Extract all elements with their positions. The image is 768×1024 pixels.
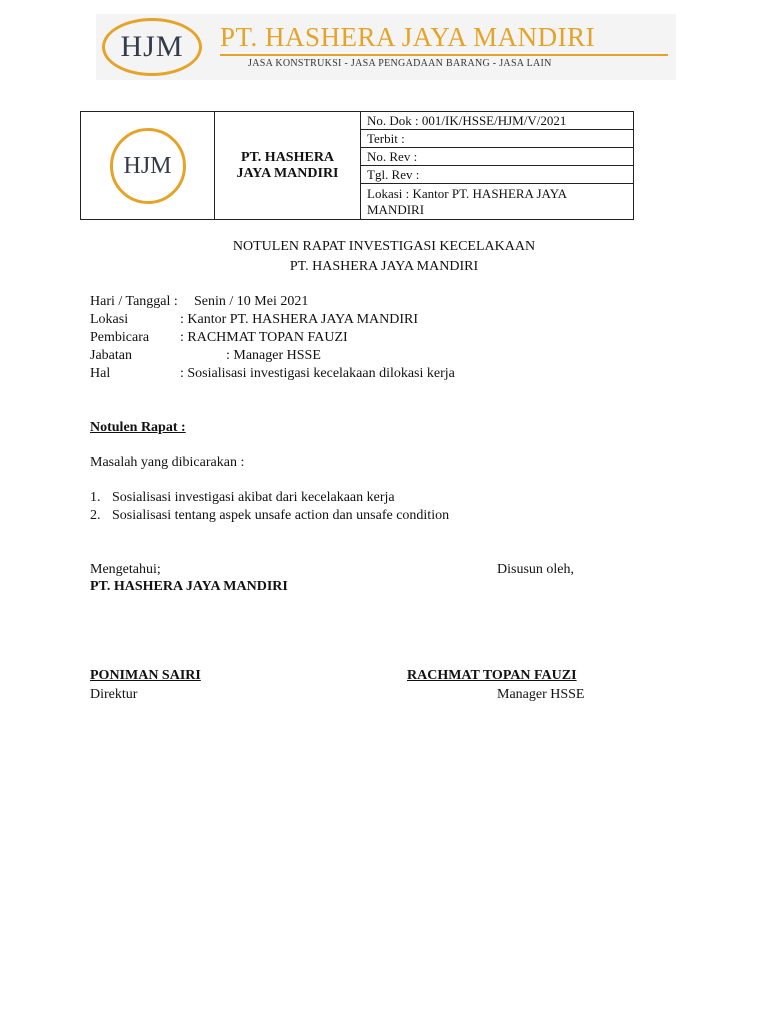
notulen-heading: Notulen Rapat : [90,420,186,435]
signature-left-name: PONIMAN SAIRI [90,668,201,683]
lokasi-cell [361,184,634,220]
lokasi-label: Lokasi [90,312,129,327]
no-dok-cell: No. Dok : 001/IK/HSSE/HJM/V/2021 [361,112,634,130]
signature-right-caption: Disusun oleh, [497,562,574,577]
signature-left-company: PT. HASHERA JAYA MANDIRI [90,579,288,594]
notulen-intro: Masalah yang dibicarakan : [90,455,245,470]
terbit-cell: Terbit : [361,130,634,148]
tgl-rev-cell: Tgl. Rev : [361,166,634,184]
hjm-logo: HJM [102,18,202,76]
list-item-text: Sosialisasi investigasi akibat dari kecelakaan kerja [112,490,395,505]
signature-left-role: Direktur [90,687,138,702]
document-control-table [80,111,634,220]
document-title: NOTULEN RAPAT INVESTIGASI KECELAKAAN [232,239,536,254]
lokasi-line1: Lokasi : Kantor PT. HASHERA JAYA [367,186,568,201]
hjm-logo: HJM [110,128,186,204]
jabatan-value: : Manager HSSE [226,348,321,363]
box-company-name [215,112,361,220]
list-item-text: Sosialisasi tentang aspek unsafe action dan unsafe condition [112,508,450,523]
hal-value: : Sosialisasi investigasi kecelakaan dilokasi kerja [180,366,455,381]
box-company-line2: JAYA MANDIRI [236,165,339,181]
hari-label: Hari / Tanggal : [90,294,178,309]
box-logo-cell [81,112,215,220]
list-item [90,490,395,506]
list-item-number: 1. [90,490,101,505]
lokasi-value: : Kantor PT. HASHERA JAYA MANDIRI [180,312,419,327]
letterhead-banner [96,14,676,80]
jabatan-label: Jabatan [90,348,132,363]
no-rev-cell: No. Rev : [361,148,634,166]
list-item-number: 2. [90,508,101,523]
signature-right-name: RACHMAT TOPAN FAUZI [407,668,577,683]
pembicara-label: Pembicara [90,330,150,345]
signature-left-caption: Mengetahui; [90,562,161,577]
hal-label: Hal [90,366,111,381]
pembicara-value: : RACHMAT TOPAN FAUZI [180,330,348,345]
box-company-line1: PT. HASHERA [240,149,335,165]
signature-right-role: Manager HSSE [497,687,585,702]
letterhead-company-name: PT. HASHERA JAYA MANDIRI [220,22,596,52]
letterhead-divider [220,54,668,56]
letterhead-subtitle: JASA KONSTRUKSI - JASA PENGADAAN BARANG - JASA LAIN [248,58,552,69]
lokasi-line2: MANDIRI [367,202,425,217]
hari-value: Senin / 10 Mei 2021 [194,294,309,309]
document-subtitle: PT. HASHERA JAYA MANDIRI [289,259,479,274]
list-item [90,508,450,524]
